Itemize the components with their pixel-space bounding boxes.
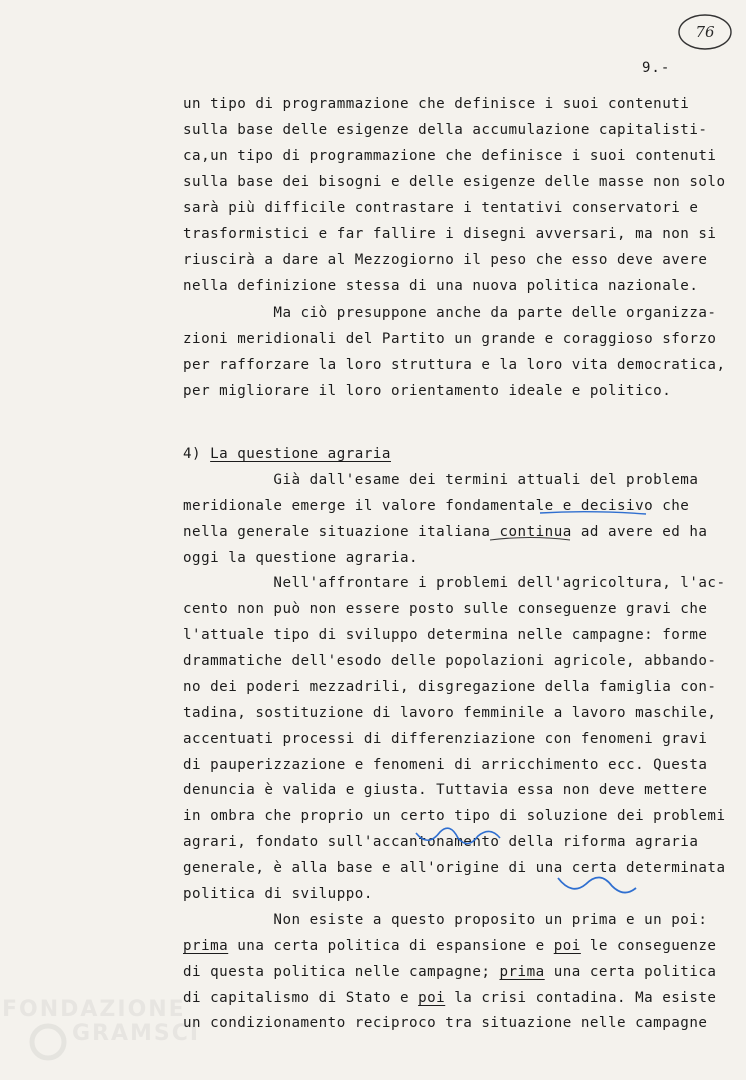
watermark-line-2: GRAMSCI: [72, 1021, 201, 1046]
text-line: Nell'affrontare i problemi dell'agricoltura, l'ac-: [183, 575, 726, 591]
text-line: Ma ciò presuppone anche da parte delle organizza-: [183, 305, 717, 321]
text-line: nella definizione stessa di una nuova politica nazionale.: [183, 278, 699, 294]
text-line: trasformistici e far fallire i disegni avversari, ma non si: [183, 226, 717, 242]
text-line: per migliorare il loro orientamento ideale e politico.: [183, 383, 672, 399]
text-run: una certa politica: [544, 964, 717, 980]
text-run: una certa politica di espansione e: [228, 938, 554, 954]
text-line: l'attuale tipo di sviluppo determina nelle campagne: forme: [183, 627, 708, 643]
text-line: Non esiste a questo proposito un prima e un poi:: [183, 912, 708, 928]
text-line: denuncia è valida e giusta. Tuttavia essa non deve mettere: [183, 782, 708, 798]
text-line: per rafforzare la loro struttura e la loro vita democratica,: [183, 357, 726, 373]
section-number: 4): [183, 446, 202, 462]
text-line: sulla base dei bisogni e delle esigenze delle masse non solo: [183, 174, 726, 190]
text-line: sarà più difficile contrastare i tentativi conservatori e: [183, 200, 699, 216]
text-run: le conseguenze: [580, 938, 717, 954]
text-line: [183, 934, 723, 960]
underlined-word: prima: [183, 938, 229, 954]
text-line: agrari, fondato sull'accantonamento della riforma agraria: [183, 834, 699, 850]
text-line: Già dall'esame dei termini attuali del problema: [183, 472, 699, 488]
text-line: cento non può non essere posto sulle conseguenze gravi che: [183, 601, 708, 617]
page-number: 9.-: [642, 60, 671, 76]
text-line: in ombra che proprio un certo tipo di soluzione dei problemi: [183, 808, 726, 824]
text-line: zioni meridionali del Partito un grande e coraggioso sforzo: [183, 331, 717, 347]
text-run: di capitalismo di Stato e: [183, 990, 419, 1006]
section-title: La questione agraria: [210, 446, 391, 462]
text-run: la crisi contadina. Ma esiste: [445, 990, 717, 1006]
text-line: generale, è alla base e all'origine di una certa determinata: [183, 860, 726, 876]
text-line: accentuati processi di differenziazione con fenomeni gravi: [183, 731, 708, 747]
watermark-line-1: FONDAZIONE: [2, 997, 186, 1022]
text-line: un tipo di programmazione che definisce i suoi contenuti: [183, 96, 690, 112]
text-line: [183, 960, 723, 986]
text-line: politica di sviluppo.: [183, 886, 373, 902]
text-line: no dei poderi mezzadrili, disgregazione della famiglia con-: [183, 679, 717, 695]
text-line: ca,un tipo di programmazione che definisce i suoi contenuti: [183, 148, 717, 164]
text-line: tadina, sostituzione di lavoro femminile a lavoro maschile,: [183, 705, 717, 721]
text-line: sulla base delle esigenze della accumulazione capitalisti-: [183, 122, 708, 138]
text-line: riuscirà a dare al Mezzogiorno il peso che esso deve avere: [183, 252, 708, 268]
text-line: drammatiche dell'esodo delle popolazioni agricole, abbando-: [183, 653, 717, 669]
underlined-word: poi: [553, 938, 581, 954]
section-heading: [183, 442, 391, 468]
text-line: [183, 986, 723, 1012]
text-line: meridionale emerge il valore fondamentale e decisivo che: [183, 498, 690, 514]
text-line: nella generale situazione italiana continua ad avere ed ha: [183, 524, 708, 540]
archive-stamp-number: 76: [695, 23, 715, 41]
text-run: di questa politica nelle campagne;: [183, 964, 500, 980]
watermark-logo-icon: [28, 1022, 68, 1062]
underlined-word: poi: [418, 990, 446, 1006]
text-line: di pauperizzazione e fenomeni di arricchimento ecc. Questa: [183, 757, 708, 773]
text-line: un condizionamento reciproco tra situazione nelle campagne: [183, 1015, 708, 1031]
underlined-word: prima: [499, 964, 545, 980]
text-line: oggi la questione agraria.: [183, 550, 419, 566]
